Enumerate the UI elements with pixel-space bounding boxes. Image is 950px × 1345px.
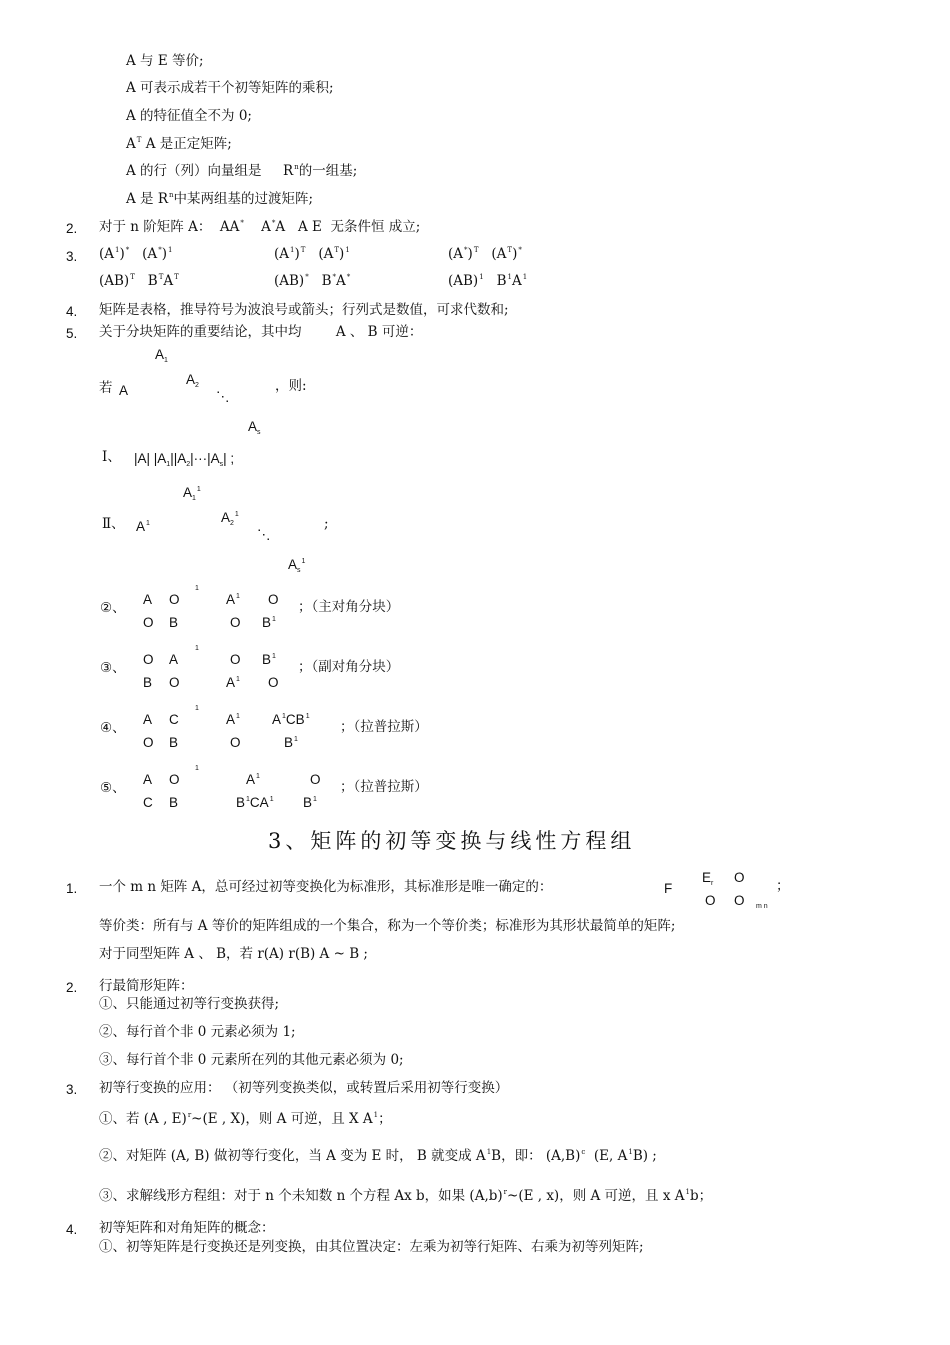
s2-cond-1: ①、只能通过初等行变换获得;	[99, 996, 280, 1012]
f3-m1-sup: 1	[195, 645, 199, 652]
formula-product-adjugate: (AB)* B*A*	[274, 273, 351, 289]
item-number-2: 2.	[66, 221, 78, 236]
s3-head: 初等行变换的应用： （初等列变换类似，或转置后采用初等行变换）	[99, 1080, 509, 1096]
block-inv-dots: ⋱	[257, 527, 271, 543]
block-inv-as: $A_s^1$	[288, 557, 306, 574]
s1-number: 1.	[66, 881, 78, 896]
f4-m2-d: $B^1$	[284, 735, 298, 750]
block-a2: $A_2$	[186, 372, 199, 389]
s1-O2: O	[705, 893, 716, 908]
item-number-3: 3.	[66, 249, 78, 264]
equiv-line-4: $A^T$ A 是正定矩阵;	[126, 136, 232, 152]
f2-m2-c: O	[230, 615, 241, 630]
f3-m1-a: O	[143, 652, 154, 667]
s1-O3: O	[734, 893, 745, 908]
formula-inverse-transpose: $(A^1)^T$ $(A^T)^1$	[274, 246, 350, 262]
s4-head: 初等矩阵和对角矩阵的概念：	[99, 1220, 275, 1236]
f2-m1-a: A	[143, 592, 153, 607]
f4-m2-a: $A^1$	[226, 712, 240, 727]
f5-m2-d: $B^1$	[303, 795, 317, 810]
block-inv-a2: $A_2^1$	[221, 510, 239, 527]
s4-cond-1: ①、初等矩阵是行变换还是列变换，由其位置决定：左乘为初等行矩阵、右乘为初等列矩阵;	[99, 1239, 644, 1255]
equiv-line-2: A 可表示成若干个初等矩阵的乘积;	[126, 80, 334, 96]
f4-m1-d: B	[169, 735, 179, 750]
f5-m2-c: $B^1CA^1$	[236, 795, 274, 810]
block-dots: ⋱	[216, 389, 230, 405]
block-inv-A: $A^1$	[136, 519, 150, 534]
f3-m1-d: O	[169, 675, 180, 690]
f3-m1-c: B	[143, 675, 153, 690]
s1-F: F	[664, 881, 673, 896]
f2-m2-b: O	[268, 592, 279, 607]
block-as: $A_s$	[248, 419, 261, 436]
f5-m1-sup: 1	[195, 765, 199, 772]
s2-cond-2: ②、每行首个非 0 元素必须为 1;	[99, 1024, 296, 1040]
f4-m2-b: $A^1CB^1$	[272, 712, 310, 727]
item-2-text: 对于 n 阶矩阵 A： AA* A*A A E 无条件恒 成立;	[99, 219, 421, 235]
f5-m1-c: C	[143, 795, 153, 810]
f3-m2-d: O	[268, 675, 279, 690]
formula-adjugate-transpose: $(A^*)^T$ $(A^T)^*$	[448, 246, 522, 262]
formula-label-5: ⑤、	[100, 780, 126, 796]
s4-number: 4.	[66, 1222, 78, 1237]
section-title: 3、矩阵的初等变换与线性方程组	[268, 829, 636, 853]
s1-mn: m n	[756, 903, 768, 910]
block-A: A	[119, 383, 129, 398]
f5-m1-a: A	[143, 772, 153, 787]
f2-m1-d: B	[169, 615, 179, 630]
f2-m1-c: O	[143, 615, 154, 630]
s1-same-type: 对于同型矩阵 A 、 B，若 r(A) r(B) A ~ B ;	[99, 946, 368, 962]
formula-label-2: ②、	[100, 600, 126, 616]
f4-note: ；（拉普拉斯）	[340, 719, 428, 735]
f5-m1-d: B	[169, 795, 179, 810]
s3-app-3: ③、求解线形方程组：对于 n 个未知数 n 个方程 Ax b，如果 $(A,b)^r\sim(E$ , x)，则 A 可逆，且 x $A^1b$；	[99, 1188, 713, 1204]
s2-number: 2.	[66, 980, 78, 995]
f3-m2-a: O	[230, 652, 241, 667]
f3-m2-c: $A^1$	[226, 675, 240, 690]
s1-semicolon: ；	[776, 878, 790, 894]
s3-number: 3.	[66, 1082, 78, 1097]
item-4-text: 矩阵是表格，推导符号为波浪号或箭头；行列式是数值，可求代数和;	[99, 302, 509, 318]
f2-m1-b: O	[169, 592, 180, 607]
f2-m2-a: $A^1$	[226, 592, 240, 607]
equiv-line-1: A 与 E 等价;	[126, 53, 204, 69]
formula-product-inverse: (AB)$^1$ $B^1A^1$	[448, 273, 528, 289]
f3-note: ；（副对角分块）	[298, 659, 400, 675]
s1-O1: O	[734, 870, 745, 885]
formula-label-3: ③、	[100, 660, 126, 676]
s1-Er: $E_r$	[702, 870, 714, 887]
s2-cond-3: ③、每行首个非 0 元素所在列的其他元素必须为 0;	[99, 1052, 404, 1068]
equiv-line-3: A 的特征值全不为 0;	[126, 108, 252, 124]
f2-m1-sup: 1	[195, 585, 199, 592]
f4-m2-c: O	[230, 735, 241, 750]
f2-note: ；（主对角分块）	[298, 599, 400, 615]
item-number-4: 4.	[66, 304, 78, 319]
s3-app-2: ②、对矩阵 (A, B) 做初等行变化，当 A 变为 E 时， B 就变成 $A^1B$，即： $(A,B)^c$ (E, $A^1B$) ;	[99, 1148, 657, 1164]
item-5-text: 关于分块矩阵的重要结论，其中均 A 、 B 可逆：	[99, 324, 423, 340]
block-a1: $A_1$	[155, 347, 168, 364]
s3-app-1: ①、若 (A , E)$^r$~(E , X)，则 A 可逆，且 X $A^1$；	[99, 1111, 392, 1127]
f3-m2-b: $B^1$	[262, 652, 276, 667]
s2-head: 行最简形矩阵：	[99, 978, 194, 994]
block-inv-semicolon: ;	[324, 516, 329, 532]
equiv-line-6: A 是 $R^n$中某两组基的过渡矩阵;	[126, 191, 314, 207]
formula-inverse-adjugate: $(A^1)^*$ $(A^*)^1$	[99, 246, 173, 262]
f5-m2-a: $A^1$	[246, 772, 260, 787]
s1-text: 一个 m n 矩阵 A，总可经过初等变换化为标准形，其标准形是唯一确定的：	[99, 879, 553, 895]
f4-m1-b: C	[169, 712, 179, 727]
f5-note: ；（拉普拉斯）	[340, 779, 428, 795]
block-label-2: Ⅱ、	[102, 516, 125, 532]
f5-m2-b: O	[310, 772, 321, 787]
formula-label-4: ④、	[100, 720, 126, 736]
item-number-5: 5.	[66, 326, 78, 341]
f4-m1-c: O	[143, 735, 154, 750]
f5-m1-b: O	[169, 772, 180, 787]
block-determinant: |A| $|A_1||A_2|\cdot\cdot\cdot|A_s|$ ;	[134, 451, 235, 468]
block-ruo: 若	[99, 380, 113, 396]
f2-m2-d: $B^1$	[262, 615, 276, 630]
block-label-1: Ⅰ、	[102, 449, 121, 465]
s1-equiv-class: 等价类：所有与 A 等价的矩阵组成的一个集合，称为一个等价类；标准形为其形状最简单的矩阵;	[99, 918, 676, 934]
f3-m1-b: A	[169, 652, 179, 667]
f4-m1-a: A	[143, 712, 153, 727]
formula-product-transpose: (AB)$^T$ $B^TA^T$	[99, 273, 179, 289]
equiv-line-5: A 的行（列）向量组是 $R^n$的一组基;	[126, 163, 358, 179]
block-inv-a1: $A_1^1$	[183, 485, 201, 502]
f4-m1-sup: 1	[195, 705, 199, 712]
block-ze: ，则:	[275, 378, 307, 394]
